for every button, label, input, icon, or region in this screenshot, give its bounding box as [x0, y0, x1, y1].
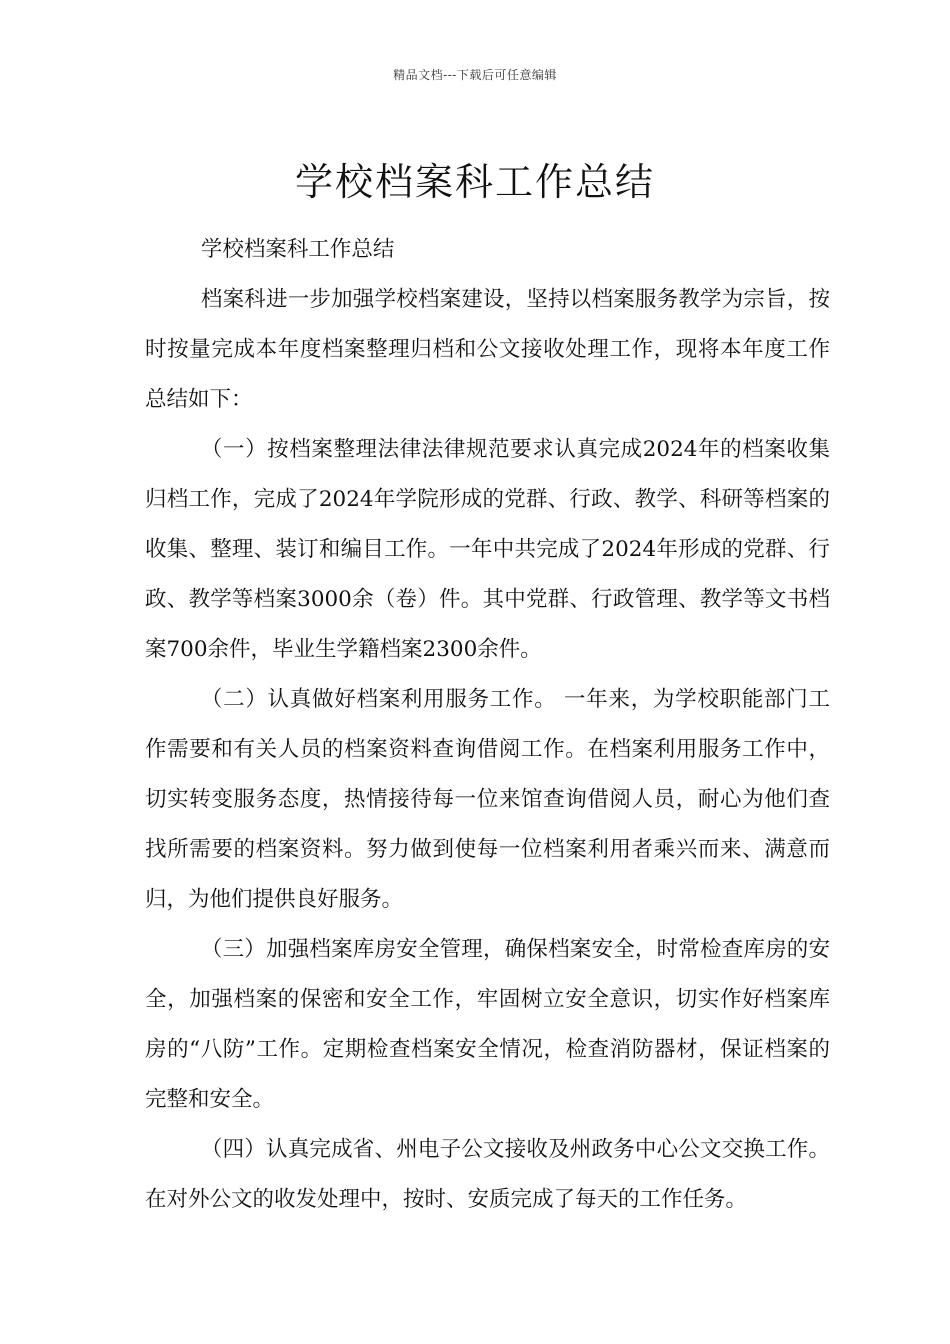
section-three-paragraph: （三）加强档案库房安全管理，确保档案安全，时常检查库房的安全，加强档案的保密和安全工作，牢固树立安全意识，切实作好档案库房的“八防”工作。定期检查档案安全情况，检查消防器材，保证档案的完整和安全。: [145, 937, 830, 1112]
section-four-paragraph: （四）认真完成省、州电子公文接收及州政务中心公文交换工作。在对外公文的收发处理中，按时、安质完成了每天的工作任务。: [145, 1137, 830, 1212]
section-two-paragraph: （二）认真做好档案利用服务工作。 一年来，为学校职能部门工作需要和有关人员的档案资料查询借阅工作。在档案利用服务工作中，切实转变服务态度，热情接待每一位来馆查询借阅人员，耐心为他们查找所需要的档案资料。努力做到使每一位档案利用者乘兴而来、满意而归，为他们提供良好服务。: [145, 687, 830, 912]
subtitle-paragraph: 学校档案科工作总结: [200, 237, 395, 262]
document-body: [145, 225, 830, 1225]
header-note: 精品文档---下载后可任意编辑: [393, 68, 557, 82]
intro-paragraph: 档案科进一步加强学校档案建设，坚持以档案服务教学为宗旨，按时按量完成本年度档案整理归档和公文接收处理工作，现将本年度工作总结如下：: [145, 287, 830, 412]
document-title: 学校档案科工作总结: [294, 160, 655, 205]
section-one-paragraph: （一）按档案整理法律法律规范要求认真完成2024年的档案收集归档工作，完成了2024年学院形成的党群、行政、教学、科研等档案的收集、整理、装订和编目工作。一年中共完成了2024年形成的党群、行政、教学等档案3000余（卷）件。其中党群、行政管理、教学等文书档案700余件，毕业生学籍档案2300余件。: [145, 437, 830, 662]
